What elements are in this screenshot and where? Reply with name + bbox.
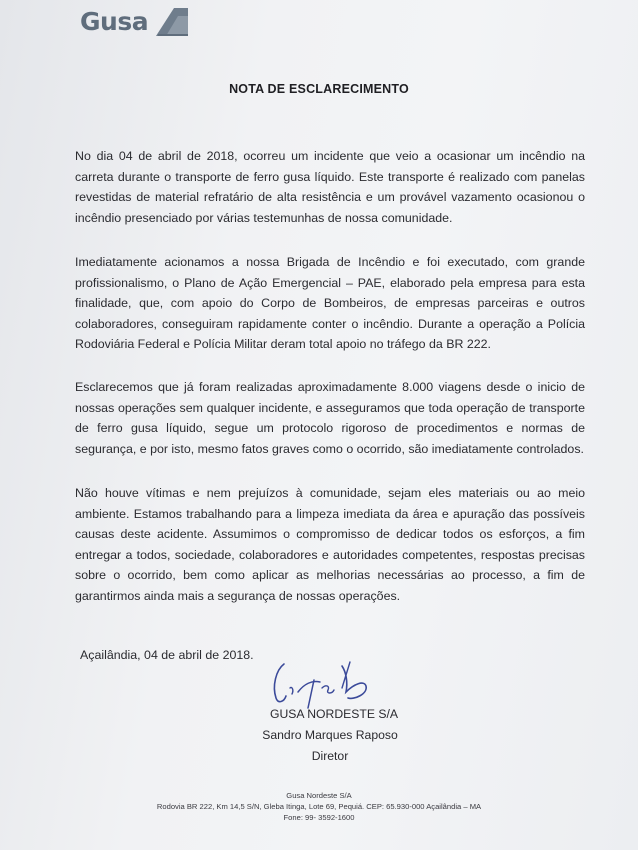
paragraph-incident: No dia 04 de abril de 2018, ocorreu um incidente que veio a ocasionar um incêndio na carreta durante o transporte de ferro gusa líquido. Este transporte é realizado com panelas revestidas de material refratário de alta resistência e um provável vazamento ocasionou o incêndio presenciado por várias testemunhas de nossa comunidade. xyxy=(75,149,585,225)
document-title: NOTA DE ESCLARECIMENTO xyxy=(229,82,409,96)
footer-phone: Fone: 99- 3592-1600 xyxy=(283,813,355,822)
signatory-role: Diretor xyxy=(311,749,349,763)
signatory-name: Sandro Marques Raposo xyxy=(262,728,398,742)
place-date: Açailândia, 04 de abril de 2018. xyxy=(80,648,254,662)
paragraph-response: Imediatamente acionamos a nossa Brigada de Incêndio e foi executado, com grande profissionalismo, o Plano de Ação Emergencial – PAE, elaborado pela empresa para esta finalidade, que, com apoio do Corpo de Bombeiros, de empresas parceiras e outros colaboradores, conseguiram rapidamente conter o incêndio. Durante a operação a Polícia Rodoviária Federal e Polícia Militar deram total apoio no tráfego da BR 222. xyxy=(75,255,585,352)
signatory-company: GUSA NORDESTE S/A xyxy=(270,707,398,721)
handwritten-signature xyxy=(262,658,382,710)
company-logo xyxy=(80,6,190,38)
paragraph-safety-record: Esclarecemos que já foram realizadas aproximadamente 8.000 viagens desde o inicio de nossas operações sem qualquer incidente, e asseguramos que toda operação de transporte de ferro gusa líquido, segue um protocolo rigoroso de procedimentos e normas de segurança, e por isto, mesmo fatos graves como o ocorrido, são imediatamente controlados. xyxy=(75,380,585,456)
logo-text: Gusa xyxy=(80,7,149,36)
footer-address: Rodovia BR 222, Km 14,5 S/N, Gleba Itinga, Lote 69, Pequiá. CEP: 65.930-000 Açailândia – MA xyxy=(156,802,482,811)
logo-mountain-icon xyxy=(156,8,188,36)
footer-company: Gusa Nordeste S/A xyxy=(286,791,352,800)
paragraph-commitment: Não houve vítimas e nem prejuízos à comunidade, sejam eles materiais ou ao meio ambiente. Estamos trabalhando para a limpeza imediata da área e apuração das possíveis causas deste acidente. Assumimos o compromisso de dedicar todos os esforços, a fim entregar a todos, sociedade, colaboradores e autoridades competentes, respostas precisas sobre o ocorrido, bem como aplicar as melhorias necessárias ao processo, a fim de garantirmos ainda mais a segurança de nossas operações. xyxy=(75,486,585,603)
